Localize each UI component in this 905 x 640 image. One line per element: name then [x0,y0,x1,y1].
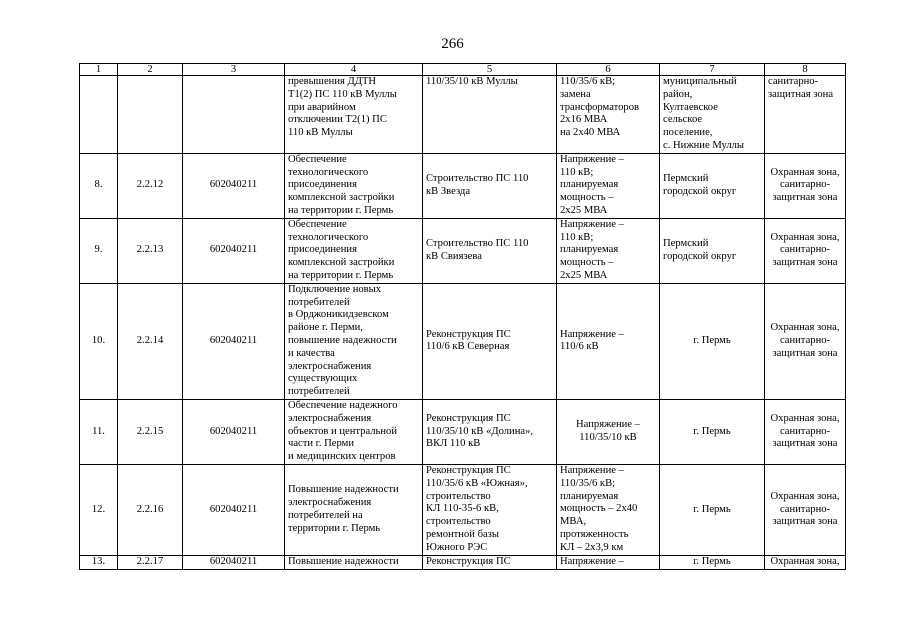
column-header: 2 [118,64,183,76]
column-header: 4 [285,64,423,76]
row-code: 2.2.17 [118,555,183,569]
row-location: г. Пермь [660,464,765,555]
row-purpose: превышения ДДТН Т1(2) ПС 110 кВ Муллы при аварийном отключении Т2(1) ПС 110 кВ Муллы [285,76,423,154]
row-purpose: Повышение надежности электроснабжения потребителей на территории г. Пермь [285,464,423,555]
column-header: 7 [660,64,765,76]
row-number: 9. [80,218,118,283]
row-code [118,76,183,154]
row-code: 2.2.15 [118,399,183,464]
row-zone: Охранная зона, санитарно- защитная зона [765,283,846,399]
table-row [80,283,846,399]
row-code: 2.2.13 [118,218,183,283]
row-zone: санитарно- защитная зона [765,76,846,154]
row-specs: Напряжение – 110/35/10 кВ [557,399,660,464]
document-table [79,63,846,570]
row-number: 8. [80,153,118,218]
row-zone: Охранная зона, санитарно- защитная зона [765,464,846,555]
row-object: 110/35/10 кВ Муллы [423,76,557,154]
row-purpose: Подключение новых потребителей в Орджоникидзевском районе г. Перми, повышение надежности и качества электроснабжения существующих потребителей [285,283,423,399]
table-row [80,555,846,569]
row-number [80,76,118,154]
row-purpose: Обеспечение технологического присоединения комплексной застройки на территории г. Пермь [285,153,423,218]
page-number: 266 [441,36,464,52]
table-row [80,399,846,464]
row-zone: Охранная зона, санитарно- защитная зона [765,153,846,218]
column-header: 5 [423,64,557,76]
row-location: муниципальный район, Култаевское сельское поселение, с. Нижние Муллы [660,76,765,154]
table-row [80,218,846,283]
row-location: Пермский городской округ [660,153,765,218]
row-object: Реконструкция ПС 110/35/10 кВ «Долина», ВКЛ 110 кВ [423,399,557,464]
row-location: г. Пермь [660,283,765,399]
row-object: Строительство ПС 110 кВ Звезда [423,153,557,218]
table-row [80,464,846,555]
column-header: 6 [557,64,660,76]
row-number: 10. [80,283,118,399]
row-id: 602040211 [183,218,285,283]
header-row [80,64,846,76]
column-header: 3 [183,64,285,76]
row-specs: Напряжение – [557,555,660,569]
row-number: 13. [80,555,118,569]
row-specs: Напряжение – 110 кВ; планируемая мощность – 2х25 МВА [557,153,660,218]
row-purpose: Обеспечение надежного электроснабжения объектов и центральной части г. Перми и медицинских центров [285,399,423,464]
row-id [183,76,285,154]
row-specs: Напряжение – 110/6 кВ [557,283,660,399]
row-id: 602040211 [183,399,285,464]
row-location: Пермский городской округ [660,218,765,283]
column-header: 1 [80,64,118,76]
row-id: 602040211 [183,283,285,399]
row-zone: Охранная зона, санитарно- защитная зона [765,218,846,283]
row-specs: 110/35/6 кВ; замена трансформаторов 2х16 МВА на 2х40 МВА [557,76,660,154]
row-specs: Напряжение – 110 кВ; планируемая мощность – 2х25 МВА [557,218,660,283]
row-code: 2.2.14 [118,283,183,399]
row-id: 602040211 [183,464,285,555]
row-zone: Охранная зона, [765,555,846,569]
row-object: Реконструкция ПС [423,555,557,569]
row-purpose: Обеспечение технологического присоединения комплексной застройки на территории г. Пермь [285,218,423,283]
table-row [80,153,846,218]
row-id: 602040211 [183,555,285,569]
row-purpose: Повышение надежности [285,555,423,569]
row-location: г. Пермь [660,555,765,569]
row-specs: Напряжение – 110/35/6 кВ; планируемая мощность – 2х40 МВА, протяженность КЛ – 2х3,9 км [557,464,660,555]
row-code: 2.2.16 [118,464,183,555]
row-object: Реконструкция ПС 110/35/6 кВ «Южная», строительство КЛ 110-35-6 кВ, строительство ремонтной базы Южного РЭС [423,464,557,555]
table-row [80,76,846,154]
row-location: г. Пермь [660,399,765,464]
row-zone: Охранная зона, санитарно- защитная зона [765,399,846,464]
row-number: 12. [80,464,118,555]
row-object: Строительство ПС 110 кВ Свиязева [423,218,557,283]
column-header: 8 [765,64,846,76]
row-object: Реконструкция ПС 110/6 кВ Северная [423,283,557,399]
row-code: 2.2.12 [118,153,183,218]
row-id: 602040211 [183,153,285,218]
row-number: 11. [80,399,118,464]
